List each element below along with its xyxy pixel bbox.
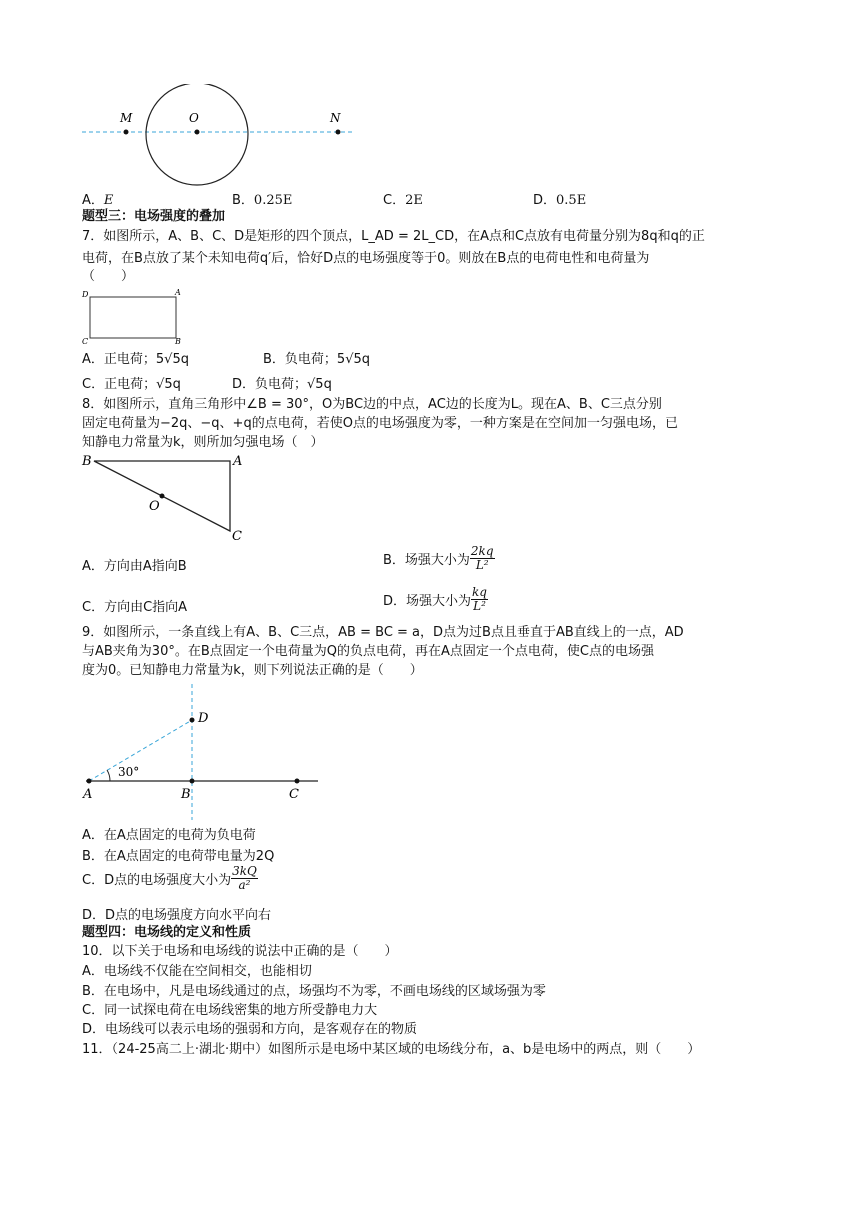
q9-option-d: D．D点的电场强度方向水平向右 <box>82 908 272 923</box>
q7-option-d: D．负电荷；√5q <box>232 377 332 392</box>
q9-label-c: C <box>289 787 299 802</box>
q9-ad-dashed <box>89 720 192 781</box>
q8-option-b-fraction: $\frac{2kq}{\text{L²}}$ <box>470 544 494 572</box>
q6-point-n <box>336 130 341 135</box>
q8-option-c: C．方向由C指向A <box>82 600 188 615</box>
q8-option-b: B．场强大小为 $\frac{2kq}{\text{L²}}$ <box>383 544 494 572</box>
q8-option-d-fraction: $\frac{kq}{\text{L²}}$ <box>472 585 487 613</box>
q8-text-line1: 8．如图所示，直角三角形中∠B = 30°，O为BC边的中点，AC边的长度为L。现在A、B、C三点分别 <box>82 397 662 412</box>
q9-point-b <box>190 779 195 784</box>
q8-option-a: A．方向由A指向B <box>82 559 187 574</box>
q9-label-angle: 30° <box>118 765 140 779</box>
q9-option-c-fraction: $\frac{3kQ}{\text{a²}}$ <box>232 864 257 892</box>
q6-label-n: N <box>330 111 341 125</box>
q11-text-line1: 11．（24-25高二上·湖北·期中）如图所示是电场中某区域的电场线分布，a、b是电场中的两点，则（ ） <box>82 1042 701 1057</box>
q8-text-line3: 知静电力常量为k，则所加匀强电场（ ） <box>82 435 324 450</box>
q9-label-d: D <box>198 711 209 726</box>
q8-option-d: D．场强大小为 $\frac{kq}{\text{L²}}$ <box>383 585 487 613</box>
q6-option-a: A．E <box>82 193 114 208</box>
q7-label-d: D <box>82 290 89 299</box>
q9-point-d <box>190 718 195 723</box>
q6-point-m <box>124 130 129 135</box>
q9-text-line2: 与AB夹角为30°。在B点固定一个电荷量为Q的负点电荷，再在A点固定一个点电荷，使C点的电场强 <box>82 644 654 659</box>
q10-option-b: B．在电场中，凡是电场线通过的点，场强均不为零，不画电场线的区域场强为零 <box>82 984 546 999</box>
q9-option-a: A．在A点固定的电荷为负电荷 <box>82 828 256 843</box>
q10-option-d: D．电场线可以表示电场的强弱和方向，是客观存在的物质 <box>82 1022 418 1037</box>
q7-option-a: A．正电荷；5√5q <box>82 352 189 367</box>
q7-option-c: C．正电荷；√5q <box>82 377 181 392</box>
q8-label-c: C <box>232 529 242 544</box>
q8-text-line2: 固定电荷量为−2q、−q、+q的点电荷，若使O点的电场强度为零，一种方案是在空间加一匀强电场，已 <box>82 416 678 431</box>
q9-text-line3: 度为0。已知静电力常量为k，则下列说法正确的是（ ） <box>82 663 423 678</box>
q9-point-a <box>87 779 92 784</box>
q9-text-line1: 9．如图所示，一条直线上有A、B、C三点，AB = BC = a，D点为过B点且垂直于AB直线上的一点，AD <box>82 625 684 640</box>
q6-label-o: O <box>189 111 199 125</box>
q9-figure <box>80 682 325 822</box>
q9-point-c <box>295 779 300 784</box>
section4-title: 题型四：电场线的定义和性质 <box>82 925 252 940</box>
q10-text-line1: 10．以下关于电场和电场线的说法中正确的是（ ） <box>82 944 398 959</box>
q9-label-b: B <box>181 787 191 802</box>
q10-option-a: A．电场线不仅能在空间相交，也能相切 <box>82 964 312 979</box>
q6-figure <box>80 84 370 189</box>
q7-text-line3: （ ） <box>82 269 135 284</box>
q7-text-line2: 电荷，在B点放了某个未知电荷q′后，恰好D点的电场强度等于0。则放在B点的电荷电性和电荷量为 <box>82 251 650 266</box>
q7-rectangle <box>90 297 176 338</box>
q6-option-c: C．2E <box>383 193 423 208</box>
q8-label-b: B <box>82 454 92 469</box>
q7-label-a: A <box>175 288 181 297</box>
q8-label-a: A <box>233 454 243 469</box>
q9-option-c: C．D点的电场强度大小为 $\frac{3kQ}{\text{a²}}$ <box>82 864 257 892</box>
q6-point-o <box>195 130 200 135</box>
q7-label-c: C <box>82 337 89 346</box>
q7-label-b: B <box>175 337 181 346</box>
q6-option-b: B．0.25E <box>232 193 293 208</box>
q7-text-line1: 7．如图所示，A、B、C、D是矩形的四个顶点，L_AD = 2L_CD，在A点和C点放有电荷量分别为8q和q的正 <box>82 229 705 244</box>
q8-figure <box>80 450 250 545</box>
section3-title: 题型三：电场强度的叠加 <box>82 209 226 224</box>
q9-angle-arc <box>107 770 110 781</box>
q8-label-o: O <box>149 499 160 514</box>
q10-option-c: C．同一试探电荷在电场线密集的地方所受静电力大 <box>82 1003 378 1018</box>
q8-point-o <box>160 494 165 499</box>
q7-option-b: B．负电荷；5√5q <box>263 352 370 367</box>
q9-label-a: A <box>83 787 93 802</box>
q6-option-d: D．0.5E <box>533 193 587 208</box>
q9-option-b: B．在A点固定的电荷带电量为2Q <box>82 849 275 864</box>
q7-figure <box>80 286 190 346</box>
q6-label-m: M <box>120 111 133 125</box>
